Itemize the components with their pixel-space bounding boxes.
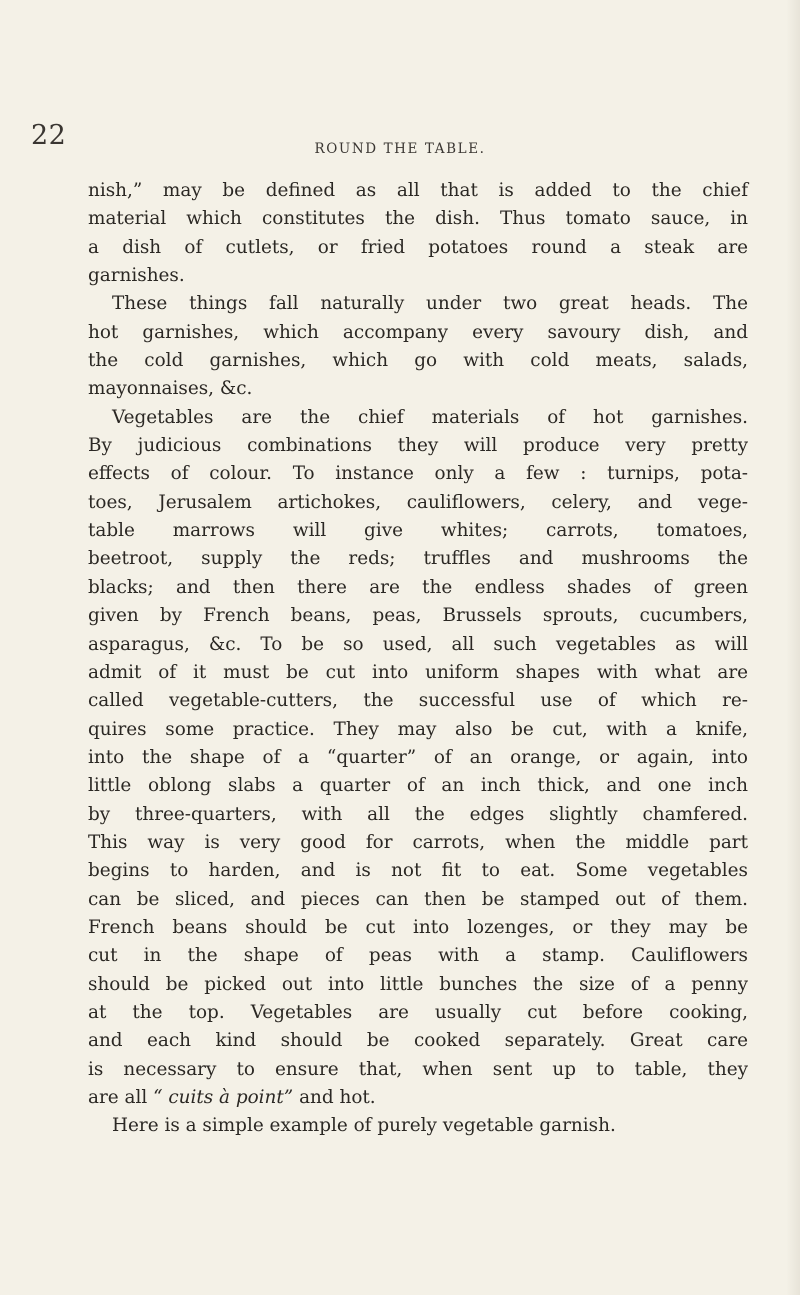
- text-line: begins to harden, and is not fit to eat. Some vegetables: [88, 860, 748, 882]
- text-line: is necessary to ensure that, when sent up to table, they: [88, 1058, 748, 1080]
- text-line: and each kind should be cooked separately. Great care: [88, 1030, 748, 1052]
- text-line: should be picked out into little bunches the size of a penny: [88, 973, 748, 995]
- text-line: material which constitutes the dish. Thus tomato sauce, in: [88, 208, 748, 230]
- text-line: little oblong slabs a quarter of an inch thick, and one inch: [88, 775, 748, 797]
- text-line: given by French beans, peas, Brussels sprouts, cucumbers,: [88, 605, 748, 627]
- running-head: ROUND THE TABLE.: [314, 141, 486, 157]
- text-line: Vegetables are the chief materials of hot garnishes.: [112, 406, 748, 428]
- text-line: By judicious combinations they will produce very pretty: [88, 435, 748, 457]
- text-line: asparagus, &c. To be so used, all such vegetables as will: [88, 633, 748, 655]
- text-line: by three-quarters, with all the edges slightly chamfered.: [88, 803, 748, 825]
- text-line: blacks; and then there are the endless shades of green: [88, 576, 748, 598]
- italic-phrase: “ cuits à point”: [153, 1087, 294, 1108]
- text-line: toes, Jerusalem artichokes, cauliflowers, celery, and vege-: [88, 491, 748, 513]
- text-line: hot garnishes, which accompany every savoury dish, and: [88, 321, 748, 343]
- text-line: These things fall naturally under two great heads. The: [112, 293, 748, 315]
- page-edge-shadow: [786, 0, 800, 1295]
- text-line: garnishes.: [88, 265, 185, 287]
- text-line: into the shape of a “quarter” of an orange, or again, into: [88, 746, 748, 768]
- page-number: 22: [31, 120, 67, 151]
- text-line: a dish of cutlets, or fried potatoes round a steak are: [88, 236, 748, 258]
- text-line: mayonnaises, &c.: [88, 378, 253, 400]
- text-line: effects of colour. To instance only a few : turnips, pota-: [88, 463, 748, 485]
- text-line: beetroot, supply the reds; truffles and mushrooms the: [88, 548, 748, 570]
- text-line: the cold garnishes, which go with cold meats, salads,: [88, 350, 748, 372]
- text-line: nish,” may be defined as all that is added to the chief: [88, 180, 748, 201]
- text-line: table marrows will give whites; carrots, tomatoes,: [88, 520, 748, 542]
- body-text: [88, 177, 748, 1141]
- text-fragment: are all: [88, 1087, 148, 1108]
- text-line-mixed: [88, 1084, 748, 1112]
- text-line: quires some practice. They may also be cut, with a knife,: [88, 718, 748, 740]
- text-line: admit of it must be cut into uniform shapes with what are: [88, 661, 748, 683]
- text-line: can be sliced, and pieces can then be stamped out of them.: [88, 888, 748, 910]
- text-fragment: and hot.: [299, 1087, 376, 1108]
- text-line: cut in the shape of peas with a stamp. Cauliflowers: [88, 945, 748, 967]
- text-line: This way is very good for carrots, when the middle part: [88, 831, 748, 853]
- text-line: called vegetable-cutters, the successful use of which re-: [88, 690, 748, 712]
- text-line: French beans should be cut into lozenges, or they may be: [88, 916, 748, 938]
- text-line: Here is a simple example of purely vegetable garnish.: [112, 1115, 616, 1137]
- text-line: at the top. Vegetables are usually cut before cooking,: [88, 1001, 748, 1023]
